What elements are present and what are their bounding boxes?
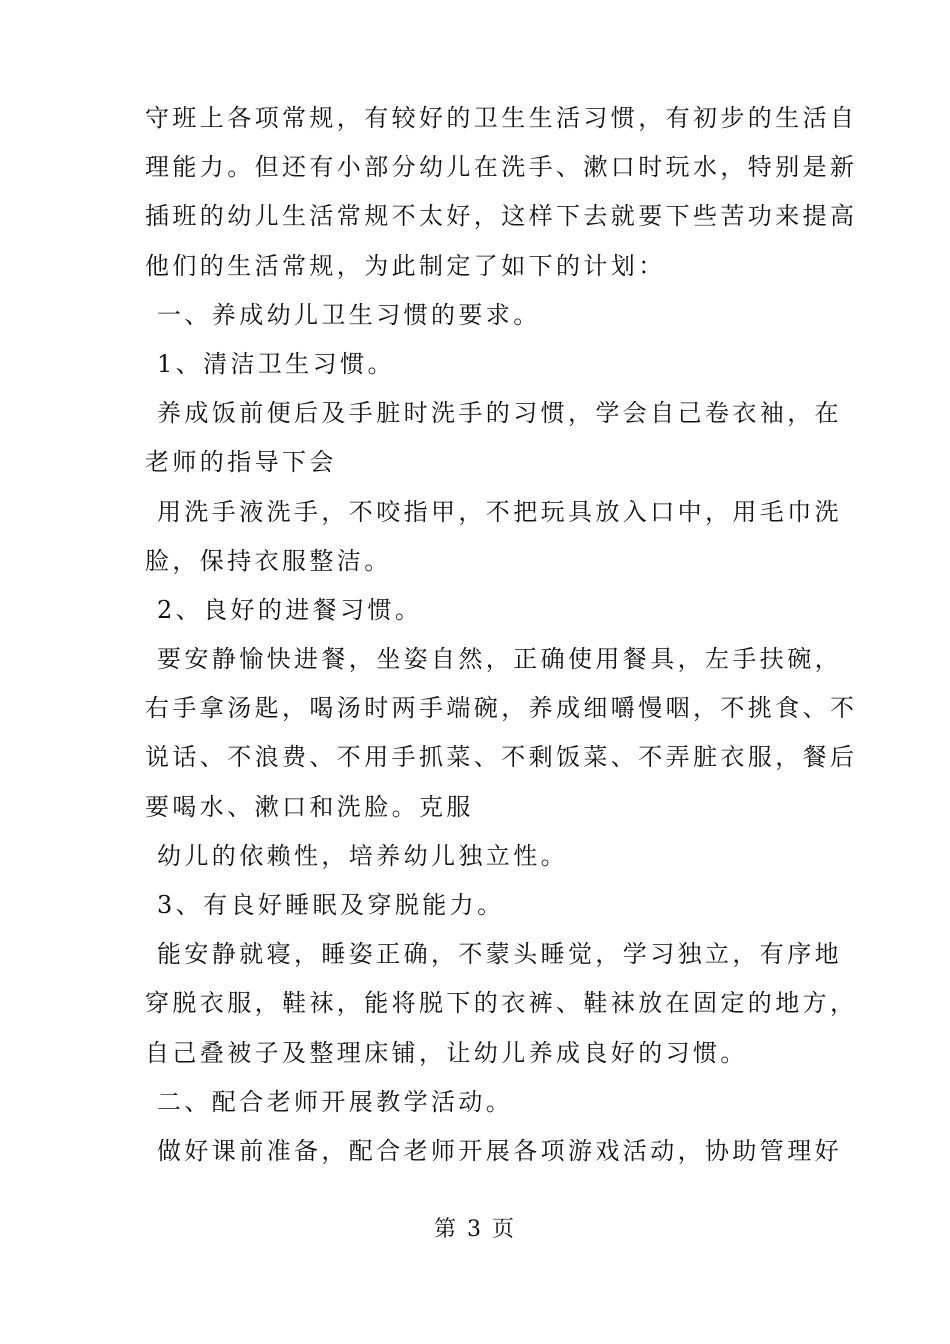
text-line: 能安静就寝，睡姿正确，不蒙头睡觉，学习独立，有序地 bbox=[157, 940, 842, 969]
text-line: 用洗手液洗手，不咬指甲，不把玩具放入口中，用毛巾洗 bbox=[157, 497, 842, 526]
text-line: 1、清洁卫生习惯。 bbox=[157, 349, 395, 378]
text-line: 自己叠被子及整理床铺，让幼儿养成良好的习惯。 bbox=[145, 1038, 748, 1067]
text-line: 他们的生活常规，为此制定了如下的计划： bbox=[145, 251, 666, 280]
text-line: 说话、不浪费、不用手抓菜、不剩饭菜、不弄脏衣服，餐后 bbox=[145, 743, 858, 772]
text-line: 脸，保持衣服整洁。 bbox=[145, 546, 392, 575]
text-line: 理能力。但还有小部分幼儿在洗手、漱口时玩水，特别是新 bbox=[145, 153, 858, 182]
text-line: 做好课前准备，配合老师开展各项游戏活动，协助管理好 bbox=[157, 1136, 842, 1165]
text-line: 2、良好的进餐习惯。 bbox=[157, 595, 423, 624]
text-line: 插班的幼儿生活常规不太好，这样下去就要下些苦功来提高 bbox=[145, 202, 858, 231]
text-line: 一、养成幼儿卫生习惯的要求。 bbox=[157, 300, 541, 329]
text-line: 右手拿汤匙，喝汤时两手端碗，养成细嚼慢咽，不挑食、不 bbox=[145, 694, 858, 723]
page-number: 第 3 页 bbox=[434, 1217, 516, 1242]
document-body bbox=[145, 94, 858, 1176]
text-line: 守班上各项常规，有较好的卫生生活习惯，有初步的生活自 bbox=[145, 104, 858, 132]
text-line: 养成饭前便后及手脏时洗手的习惯，学会自己卷衣袖，在 bbox=[157, 399, 842, 428]
text-line: 二、配合老师开展教学活动。 bbox=[157, 1087, 514, 1116]
text-line: 老师的指导下会 bbox=[145, 448, 337, 477]
text-line: 穿脱衣服，鞋袜，能将脱下的衣裤、鞋袜放在固定的地方， bbox=[145, 989, 858, 1018]
text-line: 要安静愉快进餐，坐姿自然，正确使用餐具，左手扶碗， bbox=[157, 645, 842, 674]
text-line: 要喝水、漱口和洗脸。克服 bbox=[145, 792, 474, 821]
text-line: 3、有良好睡眠及穿脱能力。 bbox=[157, 891, 505, 919]
text-line: 幼儿的依赖性，培养幼儿独立性。 bbox=[157, 841, 568, 870]
